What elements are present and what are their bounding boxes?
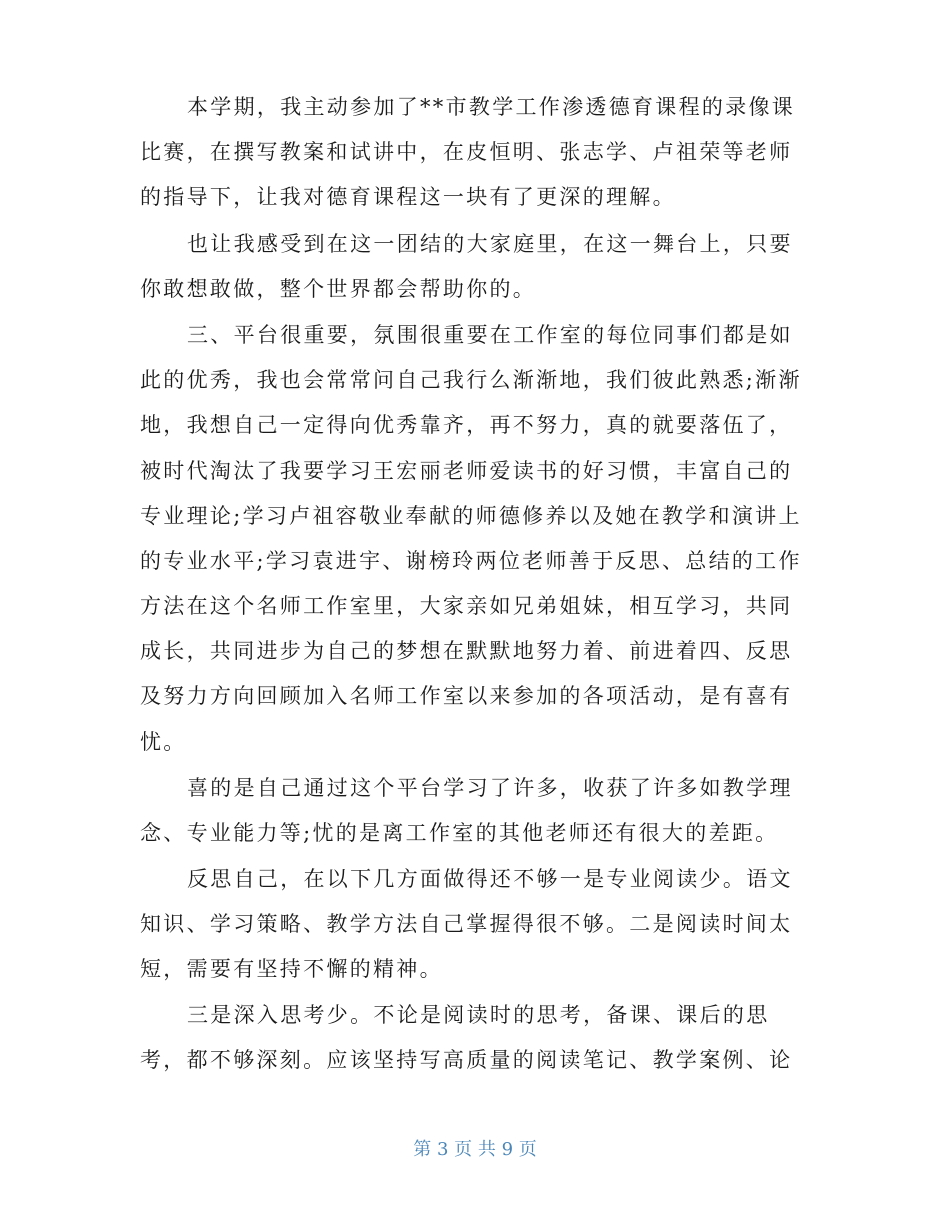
text-line: 忧。 — [140, 730, 187, 754]
text-line: 方法在这个名师工作室里，大家亲如兄弟姐妹，相互学习，共同 — [140, 594, 793, 618]
text-line: 此的优秀，我也会常常问自己我行么渐渐地，我们彼此熟悉;渐渐 — [140, 368, 802, 392]
text-line: 成长，共同进步为自己的梦想在默默地努力着、前进着四、反思 — [140, 639, 793, 663]
text-line: 喜的是自己通过这个平台学习了许多，收获了许多如教学理 — [187, 776, 793, 800]
text-line: 地，我想自己一定得向优秀靠齐，再不努力，真的就要落伍了， — [140, 413, 793, 437]
text-line: 反思自己，在以下几方面做得还不够一是专业阅读少。语文 — [187, 867, 793, 891]
text-line: 专业理论;学习卢祖容敬业奉献的师德修养以及她在教学和演讲上 — [140, 504, 802, 528]
text-line: 及努力方向回顾加入名师工作室以来参加的各项活动，是有喜有 — [140, 684, 793, 708]
text-line: 短，需要有坚持不懈的精神。 — [140, 957, 443, 981]
text-line: 念、专业能力等;忧的是离工作室的其他老师还有很大的差距。 — [140, 821, 779, 845]
text-line: 三是深入思考少。不论是阅读时的思考，备课、课后的思 — [187, 1003, 770, 1027]
text-line: 的指导下，让我对德育课程这一块有了更深的理解。 — [140, 185, 676, 209]
text-line: 的专业水平;学习袁进宇、谢榜玲两位老师善于反思、总结的工作 — [140, 549, 802, 573]
text-line: 本学期，我主动参加了**市教学工作渗透德育课程的录像课 — [187, 95, 796, 119]
text-line: 三、平台很重要，氛围很重要在工作室的每位同事们都是如 — [187, 323, 793, 347]
text-line: 考，都不够深刻。应该坚持写高质量的阅读笔记、教学案例、论 — [140, 1048, 793, 1072]
text-line: 也让我感受到在这一团结的大家庭里，在这一舞台上，只要 — [187, 232, 793, 256]
text-line: 被时代淘汰了我要学习王宏丽老师爱读书的好习惯，丰富自己的 — [140, 459, 793, 483]
page-number-footer: 第 3 页 共 9 页 — [413, 1139, 537, 1160]
text-line: 你敢想敢做，整个世界都会帮助你的。 — [140, 277, 537, 301]
text-line: 知识、学习策略、教学方法自己掌握得很不够。二是阅读时间太 — [140, 912, 793, 936]
text-line: 比赛，在撰写教案和试讲中，在皮恒明、张志学、卢祖荣等老师 — [140, 140, 793, 164]
